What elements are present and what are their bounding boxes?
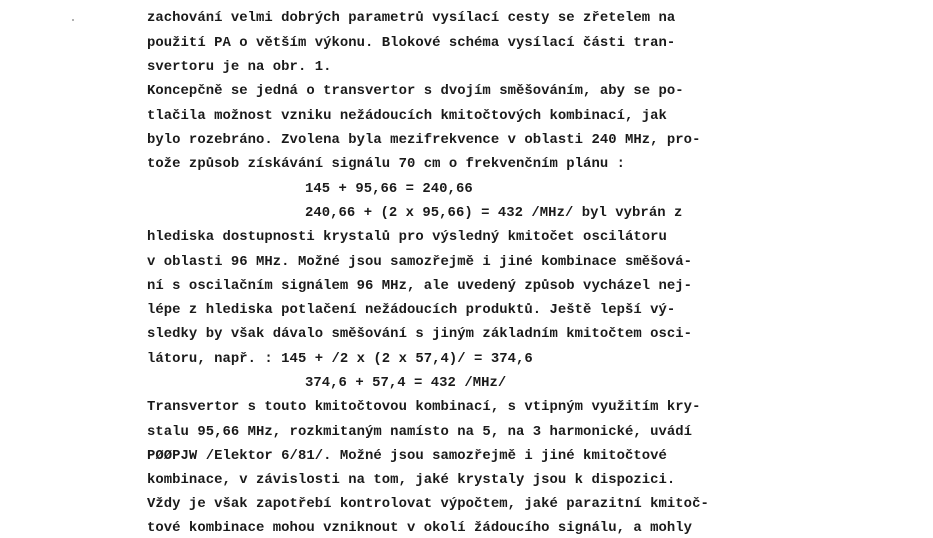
text-line-22: tové kombinace mohou vzniknout v okolí žádoucího signálu, a mohly (147, 520, 693, 536)
text-line-6: bylo rozebráno. Zvolena byla mezifrekvence v oblasti 240 MHz, pro- (147, 132, 701, 148)
equation-line-3: 374,6 + 57,4 = 432 /MHz/ (305, 375, 507, 391)
text-line-19: PØØPJW /Elektor 6/81/. Možné jsou samozřejmě i jiné kmitočtové (147, 448, 667, 464)
text-line-11: v oblasti 96 MHz. Možné jsou samozřejmě i jiné kombinace směšová- (147, 254, 693, 270)
text-line-20: kombinace, v závislosti na tom, jaké krystaly jsou k dispozici. (147, 472, 676, 488)
equation-line-2: 240,66 + (2 x 95,66) = 432 /MHz/ byl vybrán z (305, 205, 683, 221)
text-line-15: látoru, např. : 145 + /2 x (2 x 57,4)/ = 374,6 (147, 351, 533, 367)
text-line-3: svertoru je na obr. 1. (147, 59, 332, 75)
text-line-2: použití PA o větším výkonu. Blokové schéma vysílací části tran- (147, 35, 676, 51)
text-line-17: Transvertor s touto kmitočtovou kombinací, s vtipným využitím kry- (147, 399, 701, 415)
equation-line-1: 145 + 95,66 = 240,66 (305, 181, 473, 197)
text-line-12: ní s oscilačním signálem 96 MHz, ale uvedený způsob vycházel nej- (147, 278, 693, 294)
text-line-4: Koncepčně se jedná o transvertor s dvojím směšováním, aby se po- (147, 83, 684, 99)
text-line-13: lépe z hlediska potlačení nežádoucích produktů. Ještě lepší vý- (147, 302, 676, 318)
text-line-1: zachování velmi dobrých parametrů vysílací cesty se zřetelem na (147, 10, 676, 26)
scan-speck (72, 19, 74, 21)
text-line-18: stalu 95,66 MHz, rozkmitaným namísto na 5, na 3 harmonické, uvádí (147, 424, 693, 440)
text-line-7: tože způsob získávání signálu 70 cm o frekvenčním plánu : (147, 156, 625, 172)
text-line-5: tlačila možnost vzniku nežádoucích kmitočtových kombinací, jak (147, 108, 667, 124)
text-line-10: hlediska dostupnosti krystalů pro výsledný kmitočet oscilátoru (147, 229, 667, 245)
text-line-14: sledky by však dávalo směšování s jiným základním kmitočtem osci- (147, 326, 693, 342)
text-line-21: Vždy je však zapotřebí kontrolovat výpočtem, jaké parazitní kmitoč- (147, 496, 709, 512)
